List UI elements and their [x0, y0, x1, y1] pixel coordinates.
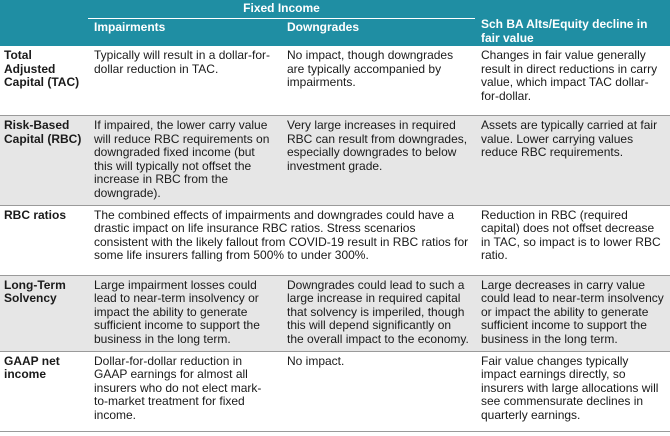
table-row-gaap-net-income	[0, 351, 670, 431]
cell-impairments: If impaired, the lower carry value will reduce RBC requirements on downgraded fixed income (but this will typically not offset the increase in RBC from the downgrade).	[88, 116, 281, 206]
row-label: Long-Term Solvency	[0, 275, 88, 351]
table-row-rbc-ratios	[0, 205, 670, 275]
cell-sba: Large decreases in carry value could lead to near-term insolvency or impact the ability to generate sufficient income to support the business in the long term.	[475, 275, 670, 351]
cell-impairments: Dollar-for-dollar reduction in GAAP earnings for almost all insurers who do not elect mark-to-market treatment for fixed income.	[88, 351, 281, 431]
row-label: RBC ratios	[0, 205, 88, 275]
cell-impairments: Typically will result in a dollar-for-dollar reduction in TAC.	[88, 46, 281, 116]
cell-downgrades: Very large increases in required RBC can result from downgrades, especially downgrades to below investment grade.	[281, 116, 475, 206]
cell-downgrades: No impact.	[281, 351, 475, 431]
header-downgrades: Downgrades	[281, 19, 475, 47]
table-row-long-term-solvency	[0, 275, 670, 351]
cell-sba: Assets are typically carried at fair value. Lower carrying values reduce RBC requirements.	[475, 116, 670, 206]
table-header	[0, 0, 670, 46]
cell-sba: Changes in fair value generally result in direct reductions in carry value, which impact TAC dollar-for-dollar.	[475, 46, 670, 116]
row-label: Risk-Based Capital (RBC)	[0, 116, 88, 206]
header-blank-corner	[0, 0, 88, 46]
cell-sba: Fair value changes typically impact earnings directly, so insurers with large allocations will see commensurate declines in quarterly earnings.	[475, 351, 670, 431]
row-label: GAAP net income	[0, 351, 88, 431]
header-fixed-income: Fixed Income	[88, 0, 475, 19]
cell-downgrades: Downgrades could lead to such a large increase in required capital that solvency is imperiled, though this will depend significantly on the overall impact to the economy.	[281, 275, 475, 351]
header-sba-alts-equity: Sch BA Alts/Equity decline in fair value	[475, 0, 670, 46]
cell-downgrades: No impact, though downgrades are typically accompanied by impairments.	[281, 46, 475, 116]
table-row-tac	[0, 46, 670, 116]
cell-sba: Reduction in RBC (required capital) does not offset decrease in TAC, so impact is to lower RBC ratio.	[475, 205, 670, 275]
header-row-group	[0, 0, 670, 19]
table-row-rbc	[0, 116, 670, 206]
table-body	[0, 46, 670, 431]
cell-impairments: Large impairment losses could lead to near-term insolvency or impact the ability to generate sufficient income to support the business in the long term.	[88, 275, 281, 351]
row-label: Total Adjusted Capital (TAC)	[0, 46, 88, 116]
header-impairments: Impairments	[88, 19, 281, 47]
cell-combined-fixed-income: The combined effects of impairments and downgrades could have a drastic impact on life insurance RBC ratios. Stress scenarios consistent with the likely fallout from COVID-19 result in RBC ratios for some life insurers falling from 500% to under 300%.	[88, 205, 475, 275]
